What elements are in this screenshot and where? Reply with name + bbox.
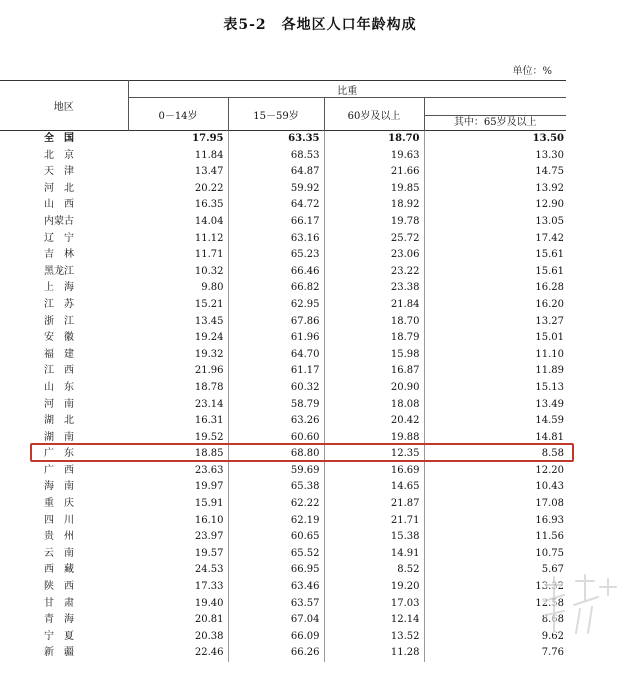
value-65plus-cell: 10.43 <box>535 481 564 493</box>
unit-label: 单位：% <box>512 66 552 77</box>
area-cell: 江 西 <box>44 365 74 377</box>
table-row <box>0 280 566 297</box>
area-cell: 湖 南 <box>44 431 74 443</box>
value-0-14-cell: 17.33 <box>128 579 228 596</box>
header-col-65plus <box>424 98 566 131</box>
value-60plus-cell: 19.20 <box>324 579 424 596</box>
value-15-59-cell: 66.82 <box>228 280 324 297</box>
value-60plus-cell: 19.88 <box>324 430 424 447</box>
area-cell: 云 南 <box>44 547 74 559</box>
value-65plus-cell: 16.93 <box>535 514 564 526</box>
value-65plus-cell: 8.68 <box>541 614 564 626</box>
value-60plus-cell: 16.69 <box>324 463 424 480</box>
area-cell: 上 海 <box>44 282 74 294</box>
value-15-59-cell: 67.86 <box>228 314 324 331</box>
value-65plus-cell: 13.50 <box>424 131 566 148</box>
table-row <box>0 562 566 579</box>
table-row <box>0 479 566 496</box>
value-65plus-cell: 13.32 <box>535 581 564 593</box>
value-60plus-cell: 25.72 <box>324 231 424 248</box>
value-0-14-cell: 23.63 <box>128 463 228 480</box>
value-15-59-cell: 66.17 <box>228 214 324 231</box>
value-0-14-cell: 19.32 <box>128 347 228 364</box>
value-60plus-cell: 16.87 <box>324 363 424 380</box>
value-0-14-cell: 19.97 <box>128 479 228 496</box>
value-0-14-cell: 20.38 <box>128 629 228 646</box>
value-15-59-cell: 65.52 <box>228 546 324 563</box>
value-60plus-cell: 8.52 <box>324 562 424 579</box>
area-cell: 广 东 <box>44 448 74 460</box>
value-65plus-cell: 15.01 <box>535 332 564 344</box>
table-row <box>0 231 566 248</box>
value-60plus-cell: 17.03 <box>324 596 424 613</box>
table-row <box>0 330 566 347</box>
value-0-14-cell: 18.85 <box>128 446 228 463</box>
highlight-box <box>30 443 574 462</box>
table-row <box>0 579 566 596</box>
table-row <box>0 297 566 314</box>
value-15-59-cell: 58.79 <box>228 397 324 414</box>
value-60plus-cell: 20.90 <box>324 380 424 397</box>
value-0-14-cell: 18.78 <box>128 380 228 397</box>
value-15-59-cell: 63.16 <box>228 231 324 248</box>
value-65plus-cell: 9.62 <box>541 630 564 642</box>
value-15-59-cell: 66.26 <box>228 645 324 662</box>
value-0-14-cell: 16.35 <box>128 197 228 214</box>
area-cell: 宁 夏 <box>44 630 74 642</box>
value-15-59-cell: 64.70 <box>228 347 324 364</box>
value-0-14-cell: 15.91 <box>128 496 228 513</box>
value-65plus-cell: 13.92 <box>535 182 564 194</box>
area-cell: 全 国 <box>0 131 128 148</box>
area-cell: 甘 肃 <box>44 597 74 609</box>
value-65plus-cell: 14.75 <box>535 166 564 178</box>
value-0-14-cell: 20.22 <box>128 181 228 198</box>
value-0-14-cell: 11.84 <box>128 148 228 165</box>
value-65plus-cell: 5.67 <box>541 564 564 576</box>
value-0-14-cell: 13.47 <box>128 164 228 181</box>
area-cell: 河 南 <box>44 398 74 410</box>
value-60plus-cell: 21.71 <box>324 513 424 530</box>
value-0-14-cell: 16.31 <box>128 413 228 430</box>
area-cell: 内蒙古 <box>44 215 74 227</box>
value-60plus-cell: 21.87 <box>324 496 424 513</box>
value-65plus-cell: 13.49 <box>535 398 564 410</box>
table-row <box>0 612 566 629</box>
area-cell: 河 北 <box>44 182 74 194</box>
table-row <box>0 546 566 563</box>
value-60plus-cell: 12.14 <box>324 612 424 629</box>
header-col-65plus-label: 其中：65岁及以上 <box>424 115 567 130</box>
area-cell: 黑龙江 <box>44 265 74 277</box>
value-60plus-cell: 19.63 <box>324 148 424 165</box>
value-15-59-cell: 66.95 <box>228 562 324 579</box>
table-row <box>0 645 566 662</box>
value-65plus-cell: 17.08 <box>535 498 564 510</box>
table-row <box>0 596 566 613</box>
value-60plus-cell: 18.08 <box>324 397 424 414</box>
value-65plus-cell: 11.10 <box>535 348 564 360</box>
value-0-14-cell: 19.57 <box>128 546 228 563</box>
value-60plus-cell: 18.70 <box>324 131 424 148</box>
value-0-14-cell: 11.12 <box>128 231 228 248</box>
area-cell: 山 西 <box>44 199 74 211</box>
value-60plus-cell: 15.98 <box>324 347 424 364</box>
table-row <box>0 363 566 380</box>
value-0-14-cell: 20.81 <box>128 612 228 629</box>
value-65plus-cell: 10.75 <box>535 547 564 559</box>
area-cell: 天 津 <box>44 166 74 178</box>
table-row <box>0 264 566 281</box>
nanfang-logo-watermark-icon <box>536 571 626 637</box>
value-15-59-cell: 64.72 <box>228 197 324 214</box>
area-cell: 湖 北 <box>44 415 74 427</box>
value-15-59-cell: 63.57 <box>228 596 324 613</box>
value-0-14-cell: 23.97 <box>128 529 228 546</box>
value-15-59-cell: 59.69 <box>228 463 324 480</box>
value-15-59-cell: 64.87 <box>228 164 324 181</box>
value-15-59-cell: 63.46 <box>228 579 324 596</box>
value-0-14-cell: 17.95 <box>128 131 228 148</box>
value-60plus-cell: 13.52 <box>324 629 424 646</box>
value-65plus-cell: 14.81 <box>535 431 564 443</box>
value-60plus-cell: 15.38 <box>324 529 424 546</box>
value-60plus-cell: 21.66 <box>324 164 424 181</box>
value-0-14-cell: 10.32 <box>128 264 228 281</box>
area-cell: 陕 西 <box>44 581 74 593</box>
table-row <box>0 214 566 231</box>
value-0-14-cell: 15.21 <box>128 297 228 314</box>
area-cell: 吉 林 <box>44 249 74 261</box>
value-0-14-cell: 16.10 <box>128 513 228 530</box>
value-65plus-cell: 14.59 <box>535 415 564 427</box>
value-15-59-cell: 66.09 <box>228 629 324 646</box>
value-15-59-cell: 59.92 <box>228 181 324 198</box>
table-row <box>0 247 566 264</box>
value-60plus-cell: 21.84 <box>324 297 424 314</box>
value-60plus-cell: 14.65 <box>324 479 424 496</box>
value-15-59-cell: 62.95 <box>228 297 324 314</box>
value-60plus-cell: 19.78 <box>324 214 424 231</box>
value-15-59-cell: 66.46 <box>228 264 324 281</box>
value-15-59-cell: 65.38 <box>228 479 324 496</box>
value-15-59-cell: 67.04 <box>228 612 324 629</box>
value-0-14-cell: 14.04 <box>128 214 228 231</box>
header-col-15-59: 15－59岁 <box>228 98 324 131</box>
area-cell: 青 海 <box>44 614 74 626</box>
value-60plus-cell: 23.38 <box>324 280 424 297</box>
value-15-59-cell: 63.26 <box>228 413 324 430</box>
value-60plus-cell: 18.79 <box>324 330 424 347</box>
area-cell: 辽 宁 <box>44 232 74 244</box>
header-col-0-14: 0－14岁 <box>128 98 228 131</box>
value-60plus-cell: 23.22 <box>324 264 424 281</box>
value-0-14-cell: 11.71 <box>128 247 228 264</box>
area-cell: 新 疆 <box>44 647 74 659</box>
table-body <box>0 131 566 663</box>
area-cell: 江 苏 <box>44 298 74 310</box>
value-0-14-cell: 21.96 <box>128 363 228 380</box>
table-row <box>0 413 566 430</box>
table-row <box>0 314 566 331</box>
value-0-14-cell: 24.53 <box>128 562 228 579</box>
value-60plus-cell: 18.92 <box>324 197 424 214</box>
value-15-59-cell: 60.65 <box>228 529 324 546</box>
table-row <box>0 529 566 546</box>
area-cell: 安 徽 <box>44 332 74 344</box>
table-row <box>0 496 566 513</box>
value-65plus-cell: 15.13 <box>535 381 564 393</box>
value-65plus-cell: 12.58 <box>535 597 564 609</box>
value-15-59-cell: 62.22 <box>228 496 324 513</box>
table-row <box>0 164 566 181</box>
value-60plus-cell: 12.35 <box>324 446 424 463</box>
area-cell: 重 庆 <box>44 498 74 510</box>
table-row <box>0 148 566 165</box>
value-60plus-cell: 14.91 <box>324 546 424 563</box>
header-group: 比重 <box>128 81 566 98</box>
value-15-59-cell: 62.19 <box>228 513 324 530</box>
value-65plus-cell: 8.58 <box>541 448 564 460</box>
value-15-59-cell: 68.53 <box>228 148 324 165</box>
value-60plus-cell: 11.28 <box>324 645 424 662</box>
area-cell: 广 西 <box>44 464 74 476</box>
area-cell: 西 藏 <box>44 564 74 576</box>
header-col-60plus: 60岁及以上 <box>324 98 424 131</box>
table-row <box>0 181 566 198</box>
value-15-59-cell: 60.32 <box>228 380 324 397</box>
value-65plus-cell: 11.56 <box>535 531 564 543</box>
value-15-59-cell: 61.96 <box>228 330 324 347</box>
value-65plus-cell: 13.30 <box>535 149 564 161</box>
area-cell: 贵 州 <box>44 531 74 543</box>
area-cell: 四 川 <box>44 514 74 526</box>
header-area: 地区 <box>0 81 128 131</box>
table-row <box>0 380 566 397</box>
table-row <box>0 347 566 364</box>
table-row <box>0 397 566 414</box>
value-65plus-cell: 13.05 <box>535 215 564 227</box>
value-65plus-cell: 15.61 <box>535 249 564 261</box>
value-65plus-cell: 16.28 <box>535 282 564 294</box>
area-cell: 海 南 <box>44 481 74 493</box>
age-structure-table <box>0 80 566 662</box>
value-0-14-cell: 19.40 <box>128 596 228 613</box>
table-title: 表5-2 各地区人口年龄构成 <box>223 17 417 33</box>
value-65plus-cell: 12.20 <box>535 464 564 476</box>
value-0-14-cell: 19.52 <box>128 430 228 447</box>
value-65plus-cell: 7.76 <box>541 647 564 659</box>
table-row <box>0 463 566 480</box>
value-60plus-cell: 19.85 <box>324 181 424 198</box>
value-65plus-cell: 16.20 <box>535 298 564 310</box>
area-cell: 福 建 <box>44 348 74 360</box>
value-15-59-cell: 63.35 <box>228 131 324 148</box>
value-15-59-cell: 60.60 <box>228 430 324 447</box>
value-15-59-cell: 68.80 <box>228 446 324 463</box>
value-0-14-cell: 13.45 <box>128 314 228 331</box>
value-0-14-cell: 23.14 <box>128 397 228 414</box>
area-cell: 北 京 <box>44 149 74 161</box>
value-0-14-cell: 9.80 <box>128 280 228 297</box>
value-60plus-cell: 18.70 <box>324 314 424 331</box>
table-row <box>0 197 566 214</box>
value-0-14-cell: 22.46 <box>128 645 228 662</box>
value-65plus-cell: 15.61 <box>535 265 564 277</box>
value-60plus-cell: 20.42 <box>324 413 424 430</box>
table-row <box>0 513 566 530</box>
value-65plus-cell: 13.27 <box>535 315 564 327</box>
value-65plus-cell: 17.42 <box>535 232 564 244</box>
value-15-59-cell: 61.17 <box>228 363 324 380</box>
table-row-total <box>0 131 566 148</box>
value-65plus-cell: 12.90 <box>535 199 564 211</box>
area-cell: 山 东 <box>44 381 74 393</box>
area-cell: 浙 江 <box>44 315 74 327</box>
value-0-14-cell: 19.24 <box>128 330 228 347</box>
value-60plus-cell: 23.06 <box>324 247 424 264</box>
value-15-59-cell: 65.23 <box>228 247 324 264</box>
value-65plus-cell: 11.89 <box>535 365 564 377</box>
table-row <box>0 629 566 646</box>
